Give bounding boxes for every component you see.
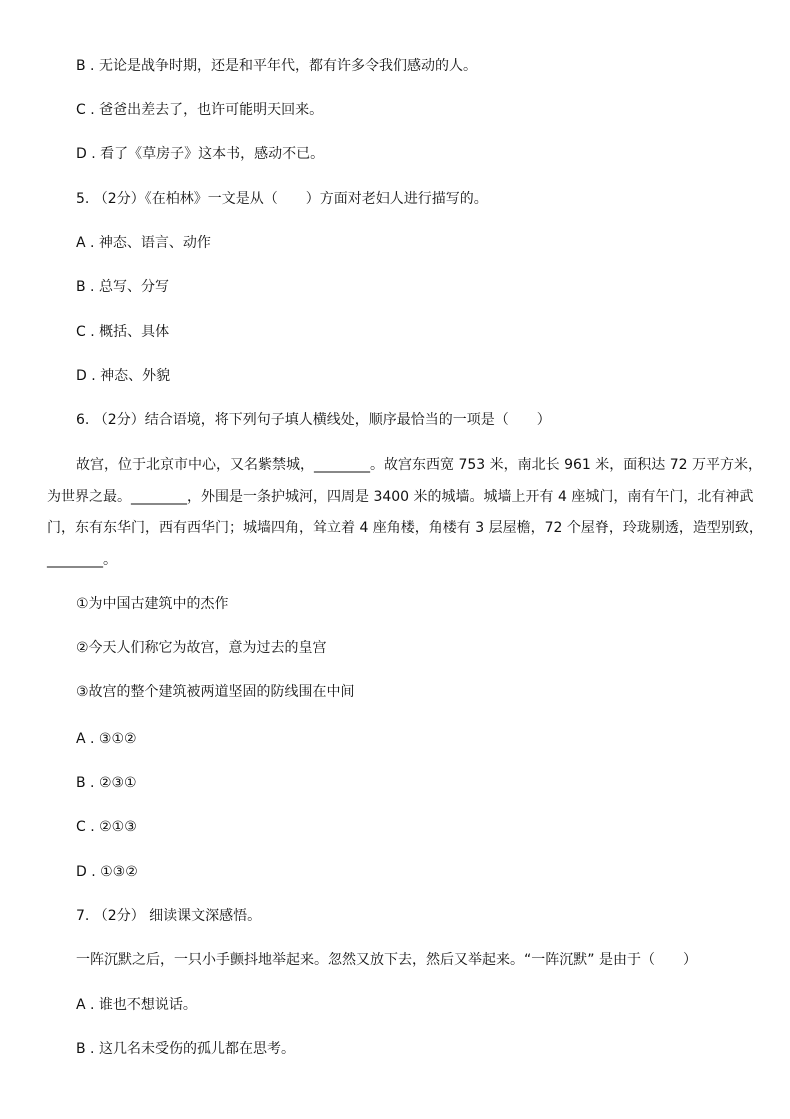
q6-option-b: B . ②③① bbox=[76, 775, 137, 791]
q5-option-d: D . 神态、外貌 bbox=[76, 368, 171, 384]
q4-option-c: C . 爸爸出差去了，也许可能明天回来。 bbox=[76, 102, 324, 118]
q5-option-c: C . 概括、具体 bbox=[76, 324, 170, 340]
q6-passage-line-3: 门，东有东华门，西有西华门；城墙四角，耸立着 4 座角楼，角楼有 3 层屋檐，72 个屋脊，玲珑剔透，造型别致， bbox=[47, 520, 763, 536]
q6-option-d: D . ①③② bbox=[76, 864, 138, 880]
q6-sentence-2: ②今天人们称它为故宫，意为过去的皇宫 bbox=[76, 640, 327, 656]
q6-passage-line-4: ________。 bbox=[47, 552, 117, 568]
q6-passage-line-1: 故宫，位于北京市中心，又名紫禁城，________。故宫东西宽 753 米，南北长 961 米，面积达 72 万平方米， bbox=[76, 457, 762, 473]
q5-option-a: A . 神态、语言、动作 bbox=[76, 235, 211, 251]
q4-option-d: D . 看了《草房子》这本书，感动不已。 bbox=[76, 146, 325, 162]
q6-sentence-1: ①为中国古建筑中的杰作 bbox=[76, 596, 229, 612]
q6-option-a: A . ③①② bbox=[76, 731, 137, 747]
q5-option-b: B . 总写、分写 bbox=[76, 279, 169, 295]
q7-passage: 一阵沉默之后，一只小手颤抖地举起来。忽然又放下去，然后又举起来。“一阵沉默” 是由于（ ） bbox=[76, 952, 697, 968]
q6-sentence-3: ③故宫的整个建筑被两道坚固的防线围在中间 bbox=[76, 684, 355, 700]
q4-option-b: B . 无论是战争时期，还是和平年代，都有许多令我们感动的人。 bbox=[76, 58, 477, 74]
q7-stem: 7. （2分） 细读课文深感悟。 bbox=[76, 908, 262, 924]
q6-stem: 6. （2分）结合语境，将下列句子填人横线处，顺序最恰当的一项是（ ） bbox=[76, 412, 551, 428]
q5-stem: 5. （2分）《在柏林》一文是从（ ）方面对老妇人进行描写的。 bbox=[76, 191, 488, 207]
q7-option-a: A . 谁也不想说话。 bbox=[76, 997, 197, 1013]
q6-option-c: C . ②①③ bbox=[76, 819, 137, 835]
q7-option-b: B . 这几名未受伤的孤儿都在思考。 bbox=[76, 1041, 295, 1057]
q6-passage-line-2: 为世界之最。________，外围是一条护城河，四周是 3400 米的城墙。城墙上开有 4 座城门，南有午门，北有神武 bbox=[47, 489, 754, 505]
